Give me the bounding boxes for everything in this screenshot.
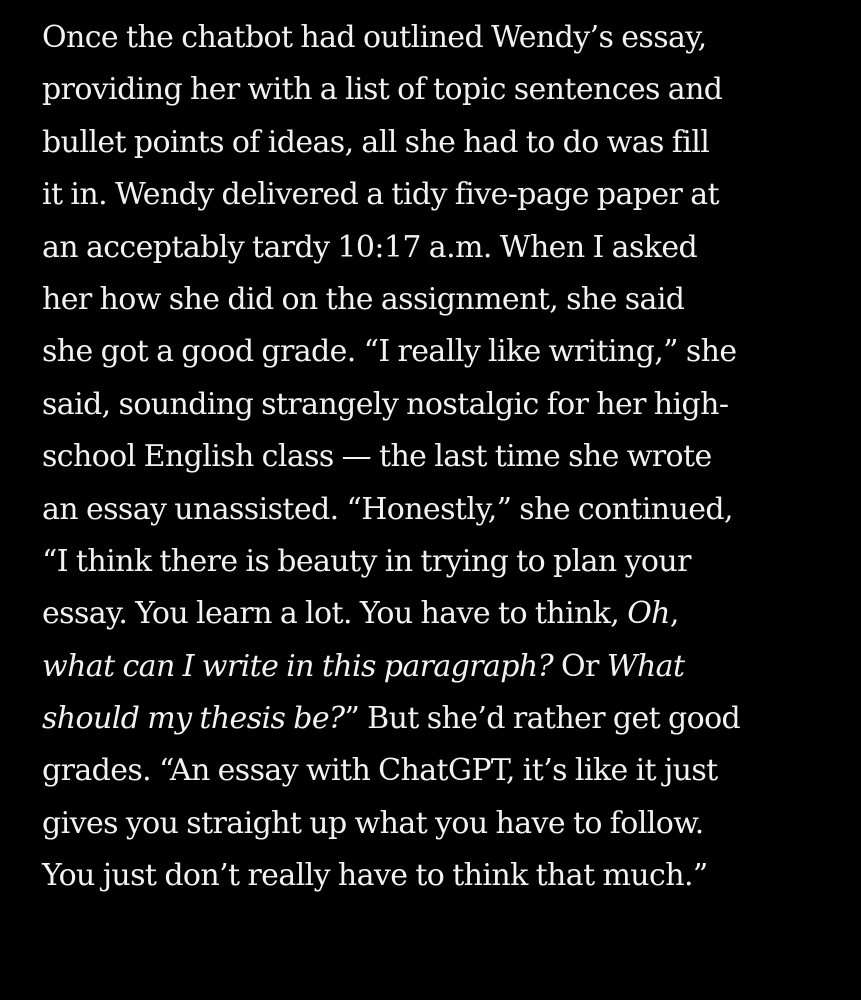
text-line (42, 850, 842, 902)
text-run: “I think there is beauty in trying to plan your (42, 543, 691, 579)
italic-text-run: What (606, 648, 685, 684)
text-run: her how she did on the assignment, she said (42, 281, 685, 317)
article-paragraph (42, 12, 842, 903)
text-line (42, 588, 842, 640)
text-line (42, 64, 842, 116)
text-run: an acceptably tardy 10:17 a.m. When I asked (42, 229, 698, 265)
text-run: , (669, 596, 679, 632)
text-line (42, 641, 842, 693)
text-run: grades. “An essay with ChatGPT, it’s like it just (42, 753, 718, 789)
text-line (42, 484, 842, 536)
text-run: essay. You learn a lot. You have to think, (42, 596, 628, 632)
text-run: ” But she’d rather get good (344, 701, 741, 737)
text-run: school English class — the last time she wrote (42, 439, 712, 475)
text-line (42, 222, 842, 274)
text-line (42, 431, 842, 483)
text-run: providing her with a list of topic sentences and (42, 72, 723, 108)
text-line (42, 745, 842, 797)
text-run: bullet points of ideas, all she had to do was fill (42, 124, 710, 160)
text-line (42, 169, 842, 221)
text-run: it in. Wendy delivered a tidy five-page paper at (42, 177, 719, 213)
text-run: gives you straight up what you have to follow. (42, 805, 704, 841)
text-run: You just don’t really have to think that much.” (42, 858, 708, 894)
text-line (42, 274, 842, 326)
text-run: said, sounding strangely nostalgic for her high- (42, 386, 729, 422)
italic-text-run: Oh (627, 596, 670, 632)
text-run: Or (553, 648, 607, 684)
text-line (42, 798, 842, 850)
text-line (42, 379, 842, 431)
text-run: an essay unassisted. “Honestly,” she continued, (42, 491, 733, 527)
italic-text-run: what can I write in this paragraph? (42, 648, 554, 684)
article-body (42, 12, 842, 903)
text-line (42, 536, 842, 588)
text-line (42, 326, 842, 378)
text-run: Once the chatbot had outlined Wendy’s essay, (42, 20, 707, 55)
text-line (42, 12, 842, 64)
italic-text-run: should my thesis be? (42, 701, 345, 737)
text-line (42, 693, 842, 745)
text-run: she got a good grade. “I really like writing,” she (42, 334, 737, 370)
text-line (42, 117, 842, 169)
